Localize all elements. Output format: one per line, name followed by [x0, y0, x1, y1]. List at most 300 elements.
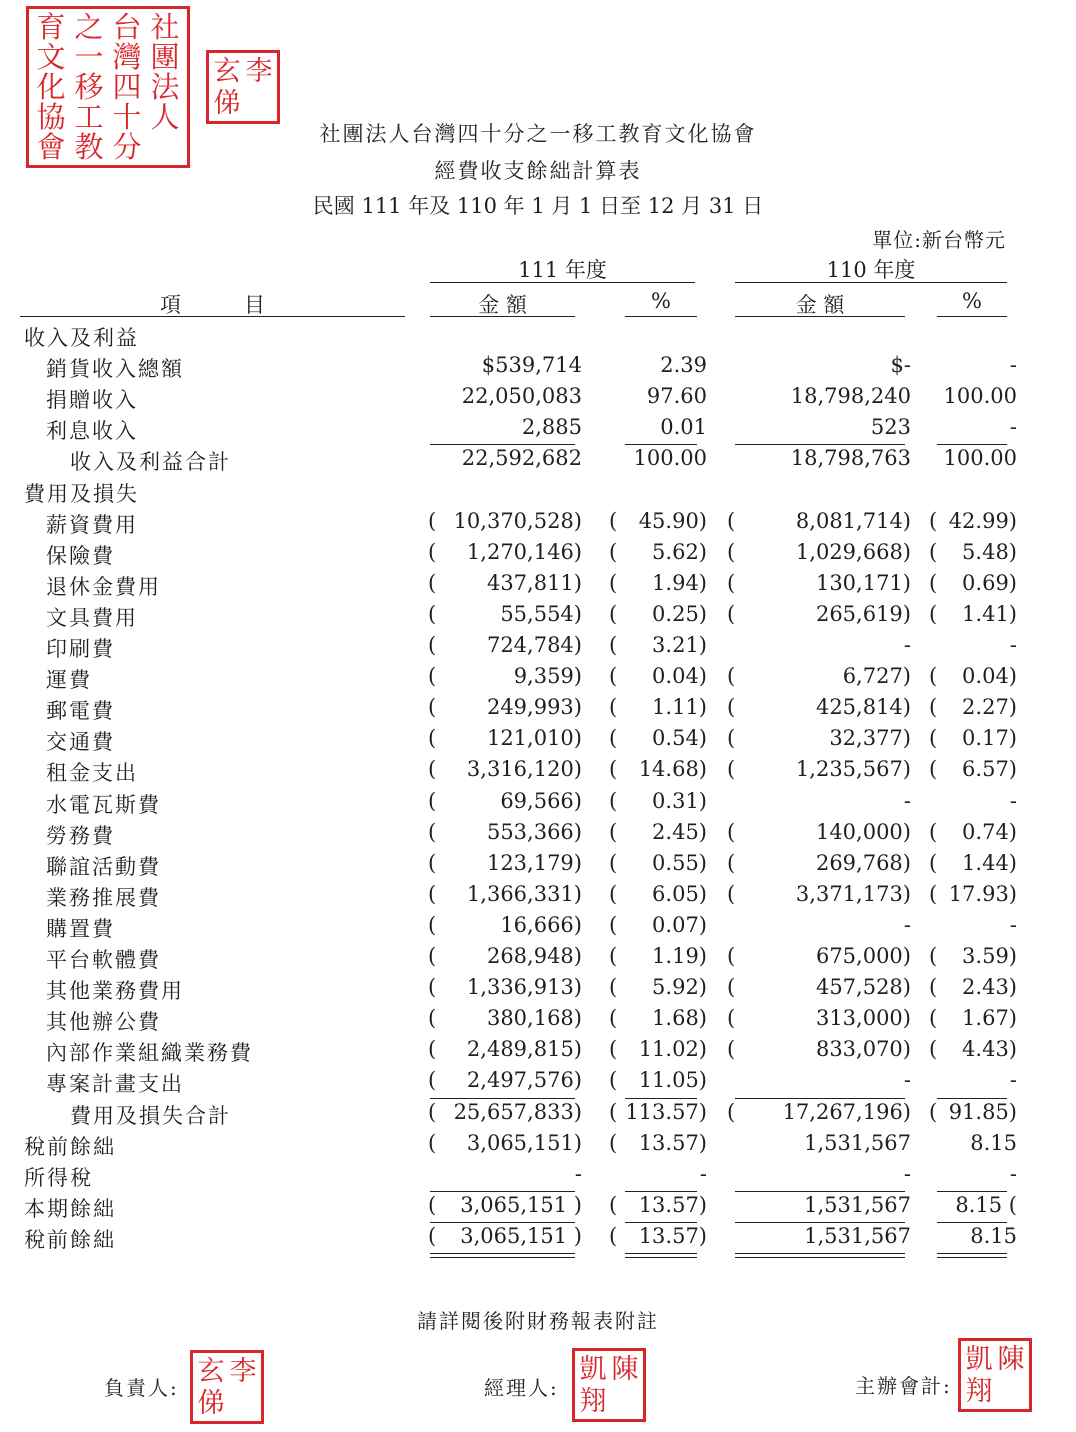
amount-prior-cell: -	[903, 912, 911, 937]
amount-current-open-paren: (	[428, 1192, 437, 1217]
amount-prior-open-paren: (	[727, 757, 736, 782]
amount-current-cell: 1,270,146)	[466, 539, 582, 564]
amount-prior-cell: 1,029,668)	[795, 539, 911, 564]
amount-prior-open-paren: (	[727, 1099, 736, 1124]
row-label: 薪資費用	[46, 512, 138, 537]
amount-current-cell: 3,065,151 )	[460, 1192, 582, 1217]
subtotal-rule	[430, 1098, 575, 1099]
percent-prior-cell: -	[1009, 415, 1017, 440]
organization-seal-char: 人	[150, 99, 180, 134]
amount-current-open-paren: (	[428, 633, 437, 657]
percent-prior-cell: 91.85)	[948, 1099, 1017, 1124]
percent-prior-cell: 0.04)	[962, 664, 1017, 689]
percent-prior-open-paren: (	[929, 664, 938, 689]
amount-current-cell: 1,336,913)	[466, 975, 582, 1000]
table-row	[0, 820, 1076, 851]
grand-total-double-rule	[735, 1257, 905, 1258]
percent-prior-open-paren: (	[929, 850, 938, 875]
amount-header-prior: 金 額	[795, 293, 845, 317]
amount-prior-cell: -	[903, 1068, 911, 1093]
percent-current-cell: 1.68)	[652, 1006, 707, 1031]
row-label: 印刷費	[46, 637, 115, 661]
percent-prior-open-paren: (	[929, 601, 938, 626]
amount-current-open-paren: (	[428, 788, 437, 813]
amount-current-cell: 3,316,120)	[466, 757, 582, 782]
percent-prior-cell: -	[1009, 1068, 1017, 1093]
row-label: 運費	[46, 668, 92, 693]
row-label: 交通費	[46, 730, 115, 755]
subtotal-rule	[735, 1222, 905, 1223]
table-row	[0, 726, 1076, 757]
percent-prior-cell: 1.41)	[962, 601, 1017, 626]
year-current-header: 111 年度	[518, 258, 607, 282]
row-label: 費用及損失合計	[70, 1103, 231, 1128]
amount-prior-cell: 833,070)	[815, 1037, 911, 1062]
manager-seal-char: 翔	[579, 1385, 607, 1417]
percent-current-rule	[625, 316, 697, 317]
amount-prior-cell: 1,235,567)	[795, 757, 911, 782]
table-row	[0, 1037, 1076, 1068]
percent-current-open-paren: (	[609, 726, 618, 751]
percent-prior-open-paren: (	[929, 1099, 938, 1124]
row-label: 捐贈收入	[46, 388, 138, 413]
row-label: 聯誼活動費	[46, 854, 161, 879]
subtotal-rule	[937, 1222, 1007, 1223]
organization-seal-char: 台	[112, 9, 142, 44]
chairperson-seal-top-char: 俤	[213, 87, 241, 119]
percent-current-cell: 0.55)	[652, 850, 707, 875]
organization-seal-char: 化	[36, 69, 66, 104]
percent-prior-open-paren: (	[929, 695, 938, 720]
table-row	[0, 975, 1076, 1006]
grand-total-double-rule	[430, 1257, 575, 1258]
subtotal-rule	[625, 444, 697, 445]
item-header: 項 目	[160, 293, 265, 317]
amount-prior-cell: -	[903, 788, 911, 813]
percent-current-open-paren: (	[609, 1037, 618, 1062]
organization-seal-char: 工	[74, 99, 104, 134]
amount-current-open-paren: (	[428, 664, 437, 689]
table-row	[0, 322, 1076, 353]
grand-total-double-rule	[430, 1253, 575, 1254]
percent-prior-cell: -	[1009, 912, 1017, 937]
percent-current-cell: 113.57)	[625, 1099, 707, 1124]
amount-prior-cell: 130,171)	[815, 570, 911, 595]
percent-current-cell: 0.25)	[652, 601, 707, 626]
amount-prior-cell: 265,619)	[815, 601, 911, 626]
percent-current-open-paren: (	[609, 633, 618, 657]
table-row	[0, 353, 1076, 384]
item-header-rule	[20, 316, 405, 317]
subtotal-rule	[735, 1098, 905, 1099]
amount-current-cell: 2,497,576)	[466, 1068, 582, 1093]
percent-current-open-paren: (	[609, 664, 618, 689]
percent-prior-cell: 17.93)	[948, 881, 1017, 906]
table-row	[0, 1006, 1076, 1037]
table-row	[0, 571, 1076, 602]
accountant-seal-char: 凱	[965, 1343, 993, 1375]
percent-current-cell: 14.68)	[638, 757, 707, 782]
percent-prior-open-paren: (	[929, 726, 938, 751]
row-label: 平台軟體費	[46, 948, 161, 972]
subtotal-rule	[625, 1222, 697, 1223]
amount-current-open-paren: (	[428, 819, 437, 844]
organization-seal-char: 四	[112, 69, 142, 104]
subtotal-rule	[735, 1191, 905, 1192]
amount-prior-cell: 32,377)	[829, 726, 911, 751]
percent-prior-open-paren: (	[929, 819, 938, 844]
row-label: 銷貨收入總額	[46, 357, 184, 382]
percent-prior-cell: 5.48)	[962, 539, 1017, 564]
percent-current-cell: 1.94)	[652, 570, 707, 595]
percent-prior-open-paren: (	[929, 757, 938, 782]
amount-current-cell: 553,366)	[486, 819, 582, 844]
percent-prior-open-paren: (	[929, 1037, 938, 1062]
table-row	[0, 1131, 1076, 1162]
table-row	[0, 695, 1076, 726]
row-label: 其他業務費用	[46, 979, 184, 1004]
row-label: 內部作業組織業務費	[46, 1041, 253, 1066]
amount-prior-open-paren: (	[727, 1037, 736, 1062]
table-row	[0, 415, 1076, 446]
amount-prior-cell: 313,000)	[815, 1006, 911, 1031]
table-row	[0, 509, 1076, 540]
organization-seal-char: 團	[150, 39, 180, 74]
row-label: 本期餘絀	[24, 1196, 116, 1221]
percent-current-cell: 2.45)	[652, 819, 707, 844]
row-label: 稅前餘絀	[24, 1227, 116, 1252]
subtotal-rule	[625, 1191, 697, 1192]
percent-current-cell: 0.01	[660, 415, 707, 440]
amount-prior-open-paren: (	[727, 695, 736, 720]
amount-prior-cell: 17,267,196)	[782, 1099, 911, 1124]
percent-prior-cell: -	[1009, 1161, 1017, 1186]
amount-prior-cell: 18,798,763	[790, 446, 911, 471]
organization-seal-char: 分	[112, 129, 142, 164]
percent-current-cell: 1.11)	[652, 695, 707, 720]
amount-prior-cell: 269,768)	[815, 850, 911, 875]
percent-prior-cell: 1.44)	[962, 850, 1017, 875]
percent-current-open-paren: (	[609, 695, 618, 720]
percent-current-open-paren: (	[609, 570, 618, 595]
amount-current-open-paren: (	[428, 757, 437, 782]
amount-current-cell: 1,366,331)	[466, 881, 582, 906]
percent-current-cell: 3.21)	[652, 633, 707, 657]
organization-seal-char: 教	[74, 129, 104, 164]
amount-current-cell: 724,784)	[486, 633, 582, 657]
currency-unit: 單位:新台幣元	[872, 228, 1006, 252]
percent-header-current: %	[651, 289, 671, 313]
amount-current-cell: 380,168)	[486, 1006, 582, 1031]
amount-current-cell: 268,948)	[486, 944, 582, 968]
percent-prior-cell: 4.43)	[962, 1037, 1017, 1062]
percent-current-cell: 13.57)	[638, 1223, 707, 1248]
percent-current-cell: 6.05)	[652, 881, 707, 906]
chairperson-seal-char: 李	[229, 1355, 257, 1387]
amount-current-cell: 3,065,151)	[466, 1130, 582, 1155]
subtotal-rule	[735, 444, 905, 445]
percent-current-open-paren: (	[609, 508, 618, 533]
amount-prior-open-paren: (	[727, 850, 736, 875]
percent-prior-open-paren: (	[929, 539, 938, 564]
amount-prior-cell: -	[903, 633, 911, 657]
percent-current-open-paren: (	[609, 850, 618, 875]
percent-prior-cell: 2.27)	[962, 695, 1017, 720]
grand-total-double-rule	[735, 1253, 905, 1254]
percent-current-cell: 100.00	[633, 446, 707, 471]
row-label: 業務推展費	[46, 885, 161, 910]
percent-current-open-paren: (	[609, 757, 618, 782]
percent-prior-cell: 6.57)	[962, 757, 1017, 782]
percent-current-open-paren: (	[609, 539, 618, 564]
row-label: 收入及利益	[24, 326, 139, 350]
report-title: 經費收支餘絀計算表	[434, 159, 642, 183]
percent-current-open-paren: (	[609, 819, 618, 844]
row-label: 購置費	[46, 916, 115, 941]
percent-prior-cell: 8.15	[970, 1130, 1017, 1155]
accountant-seal	[958, 1338, 1032, 1412]
percent-prior-cell: 8.15 (	[955, 1192, 1017, 1217]
organization-seal-char: 移	[74, 69, 104, 104]
amount-prior-cell: 18,798,240	[790, 384, 911, 409]
amount-current-open-paren: (	[428, 570, 437, 595]
percent-current-open-paren: (	[609, 1130, 618, 1155]
table-row	[0, 851, 1076, 882]
percent-current-cell: 11.05)	[638, 1068, 707, 1093]
subtotal-rule	[937, 1098, 1007, 1099]
percent-prior-cell: -	[1009, 788, 1017, 813]
table-row	[0, 446, 1076, 477]
subtotal-rule	[430, 444, 575, 445]
percent-prior-cell: 100.00	[943, 446, 1017, 471]
year-current-rule	[430, 282, 695, 283]
year-prior-rule	[735, 282, 1007, 283]
table-row	[0, 540, 1076, 571]
amount-prior-open-paren: (	[727, 726, 736, 751]
percent-prior-cell: 100.00	[943, 384, 1017, 409]
amount-prior-cell: 1,531,567	[804, 1192, 911, 1217]
chairperson-seal-top	[206, 50, 280, 124]
percent-prior-cell: 0.69)	[962, 570, 1017, 595]
table-row	[0, 664, 1076, 695]
chairperson-seal	[190, 1350, 264, 1424]
percent-current-cell: 0.04)	[652, 664, 707, 689]
row-label: 其他辦公費	[46, 1010, 161, 1035]
organization-seal-char: 灣	[112, 39, 142, 74]
amount-prior-open-paren: (	[727, 944, 736, 968]
manager-label: 經理人:	[484, 1376, 559, 1400]
report-period: 民國 111 年及 110 年 1 月 1 日至 12 月 31 日	[312, 194, 764, 218]
percent-current-open-paren: (	[609, 912, 618, 937]
subtotal-rule	[937, 1191, 1007, 1192]
percent-current-open-paren: (	[609, 1068, 618, 1093]
organization-seal-char: 法	[150, 69, 180, 104]
percent-current-cell: 2.39	[660, 353, 707, 378]
percent-current-cell: 0.07)	[652, 912, 707, 937]
grand-total-double-rule	[937, 1257, 1007, 1258]
table-row	[0, 1193, 1076, 1224]
chairperson-seal-top-char	[243, 87, 275, 119]
accountant-seal-char: 翔	[965, 1375, 993, 1407]
amount-current-open-paren: (	[428, 944, 437, 968]
row-label: 收入及利益合計	[70, 450, 231, 475]
accountant-seal-char: 陳	[997, 1343, 1025, 1375]
row-label: 所得稅	[24, 1165, 93, 1190]
percent-current-open-paren: (	[609, 1223, 618, 1248]
percent-current-open-paren: (	[609, 881, 618, 906]
amount-prior-open-paren: (	[727, 664, 736, 689]
amount-prior-open-paren: (	[727, 1006, 736, 1031]
amount-current-cell: 437,811)	[486, 570, 582, 595]
table-row	[0, 1100, 1076, 1131]
row-label: 保險費	[46, 543, 115, 568]
grand-total-double-rule	[937, 1253, 1007, 1254]
amount-prior-open-paren: (	[727, 881, 736, 906]
percent-prior-cell: 0.17)	[962, 726, 1017, 751]
amount-current-cell: 249,993)	[486, 695, 582, 720]
amount-current-open-paren: (	[428, 1130, 437, 1155]
percent-current-cell: 13.57)	[638, 1192, 707, 1217]
amount-current-open-paren: (	[428, 850, 437, 875]
amount-current-cell: -	[574, 1161, 582, 1186]
table-row	[0, 913, 1076, 944]
amount-prior-open-paren: (	[727, 539, 736, 564]
amount-current-open-paren: (	[428, 695, 437, 720]
accountant-label: 主辦會計:	[855, 1374, 952, 1398]
row-label: 勞務費	[46, 823, 115, 848]
amount-prior-cell: 8,081,714)	[795, 508, 911, 533]
percent-current-cell: 0.54)	[652, 726, 707, 751]
year-prior-header: 110 年度	[826, 258, 916, 282]
chairperson-seal-char	[227, 1387, 259, 1419]
amount-prior-rule	[735, 316, 905, 317]
amount-prior-open-paren: (	[727, 570, 736, 595]
amount-prior-cell: 425,814)	[815, 695, 911, 720]
amount-current-open-paren: (	[428, 1037, 437, 1062]
percent-current-cell: 45.90)	[638, 508, 707, 533]
organization-name: 社團法人台灣四十分之一移工教育文化協會	[319, 122, 757, 146]
amount-current-cell: 10,370,528)	[453, 508, 582, 533]
percent-current-open-paren: (	[609, 788, 618, 813]
amount-current-open-paren: (	[428, 1068, 437, 1093]
table-row	[0, 944, 1076, 975]
amount-current-cell: 22,050,083	[461, 384, 582, 409]
row-label: 水電瓦斯費	[46, 792, 161, 817]
percent-current-cell: 1.19)	[652, 944, 707, 968]
percent-current-cell: 13.57)	[638, 1130, 707, 1155]
percent-current-open-paren: (	[609, 1192, 618, 1217]
amount-prior-cell: 3,371,173)	[795, 881, 911, 906]
table-row	[0, 384, 1076, 415]
table-row	[0, 882, 1076, 913]
percent-prior-open-paren: (	[929, 975, 938, 1000]
row-label: 退休金費用	[46, 574, 161, 599]
percent-current-open-paren: (	[609, 1006, 618, 1031]
amount-current-cell: 69,566)	[500, 788, 582, 813]
amount-current-open-paren: (	[428, 881, 437, 906]
organization-seal-char: 會	[36, 129, 66, 164]
table-row	[0, 1068, 1076, 1099]
amount-current-cell: 2,885	[521, 415, 582, 440]
table-row	[0, 1162, 1076, 1193]
percent-prior-cell: 8.15	[970, 1223, 1017, 1248]
amount-current-open-paren: (	[428, 726, 437, 751]
percent-prior-cell: -	[1009, 353, 1017, 378]
amount-current-open-paren: (	[428, 975, 437, 1000]
percent-prior-cell: 1.67)	[962, 1006, 1017, 1031]
subtotal-rule	[430, 1222, 575, 1223]
percent-prior-open-paren: (	[929, 944, 938, 968]
manager-seal-char: 陳	[611, 1353, 639, 1385]
organization-seal-char: 文	[36, 39, 66, 74]
table-row	[0, 1224, 1076, 1255]
chairperson-label: 負責人:	[104, 1376, 179, 1400]
table-row	[0, 757, 1076, 788]
amount-current-open-paren: (	[428, 601, 437, 626]
amount-current-cell: 123,179)	[486, 850, 582, 875]
percent-current-cell: 11.02)	[638, 1037, 707, 1062]
percent-prior-open-paren: (	[929, 1006, 938, 1031]
amount-current-open-paren: (	[428, 539, 437, 564]
row-label: 利息收入	[46, 419, 138, 444]
percent-prior-cell: 0.74)	[962, 819, 1017, 844]
amount-current-cell: 2,489,815)	[466, 1037, 582, 1062]
amount-prior-open-paren: (	[727, 819, 736, 844]
percent-prior-open-paren: (	[929, 570, 938, 595]
table-row	[0, 478, 1076, 509]
subtotal-rule	[625, 1098, 697, 1099]
chairperson-seal-char: 玄	[197, 1355, 225, 1387]
percent-current-open-paren: (	[609, 975, 618, 1000]
amount-current-cell: 22,592,682	[461, 446, 582, 471]
row-label: 文具費用	[46, 605, 138, 630]
amount-prior-cell: -	[903, 1161, 911, 1186]
row-label: 專案計畫支出	[46, 1072, 184, 1097]
amount-prior-cell: 6,727)	[842, 664, 911, 689]
percent-current-open-paren: (	[609, 944, 618, 968]
amount-current-open-paren: (	[428, 912, 437, 937]
amount-prior-cell: $-	[890, 353, 911, 378]
percent-prior-open-paren: (	[929, 881, 938, 906]
table-row	[0, 633, 1076, 664]
percent-current-cell: 5.62)	[652, 539, 707, 564]
amount-prior-open-paren: (	[727, 601, 736, 626]
amount-prior-cell: 457,528)	[815, 975, 911, 1000]
organization-seal-char: 協	[36, 99, 66, 134]
percent-current-open-paren: (	[609, 1099, 618, 1124]
percent-current-open-paren: (	[609, 601, 618, 626]
percent-current-cell: 97.60	[646, 384, 707, 409]
amount-current-open-paren: (	[428, 1006, 437, 1031]
organization-seal-char: 一	[74, 39, 104, 74]
table-row	[0, 602, 1076, 633]
amount-prior-cell: 523	[870, 415, 911, 440]
manager-seal-char	[609, 1385, 641, 1417]
percent-prior-cell: 42.99)	[948, 508, 1017, 533]
grand-total-double-rule	[625, 1257, 697, 1258]
percent-prior-cell: 2.43)	[962, 975, 1017, 1000]
amount-current-cell: 9,359)	[513, 664, 582, 689]
percent-prior-cell: 3.59)	[962, 944, 1017, 968]
subtotal-rule	[937, 444, 1007, 445]
row-label: 費用及損失	[24, 481, 139, 506]
amount-current-cell: 55,554)	[500, 601, 582, 626]
amount-prior-cell: 1,531,567	[804, 1223, 911, 1248]
percent-prior-rule	[937, 316, 1007, 317]
amount-prior-cell: 140,000)	[815, 819, 911, 844]
manager-seal-char: 凱	[579, 1353, 607, 1385]
manager-seal	[572, 1348, 646, 1422]
